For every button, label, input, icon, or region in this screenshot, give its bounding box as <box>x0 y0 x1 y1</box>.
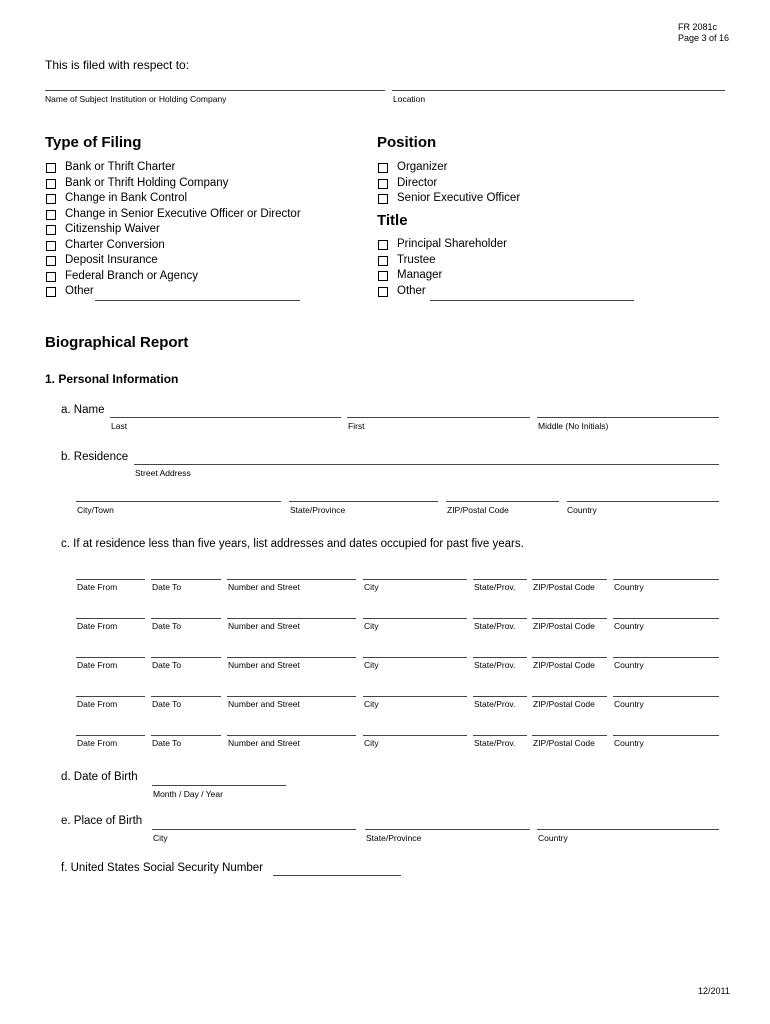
prior-residence-field[interactable] <box>363 618 467 619</box>
prior-residence-field[interactable] <box>227 579 356 580</box>
checkbox[interactable] <box>378 163 388 173</box>
prior-residence-field[interactable] <box>227 618 356 619</box>
prior-residence-caption: Number and Street <box>228 699 300 709</box>
prior-residence-caption: Date To <box>152 621 182 631</box>
checkbox[interactable] <box>378 179 388 189</box>
dob-caption: Month / Day / Year <box>153 789 223 799</box>
prior-residence-caption: State/Prov. <box>474 582 516 592</box>
location-caption: Location <box>393 94 426 104</box>
prior-residence-field[interactable] <box>363 735 467 736</box>
pob-state-field[interactable] <box>365 829 530 830</box>
prior-residence-caption: Number and Street <box>228 738 300 748</box>
checkbox-label: Senior Executive Officer <box>397 192 521 204</box>
first-caption: First <box>348 421 365 431</box>
prior-residence-field[interactable] <box>613 696 719 697</box>
prior-residence-caption: Country <box>614 621 644 631</box>
prior-residence-caption: City <box>364 621 379 631</box>
middle-name-field[interactable] <box>537 417 719 418</box>
prior-residence-caption: State/Prov. <box>474 660 516 670</box>
prior-residence-caption: ZIP/Postal Code <box>533 738 595 748</box>
prior-residence-field[interactable] <box>76 657 145 658</box>
filing-other-field[interactable] <box>95 300 300 301</box>
checkbox[interactable] <box>46 241 56 251</box>
pob-country-field[interactable] <box>537 829 719 830</box>
prior-residence-field[interactable] <box>613 657 719 658</box>
prior-residence-caption: Country <box>614 738 644 748</box>
checkbox-label: Change in Bank Control <box>65 192 188 204</box>
last-name-field[interactable] <box>110 417 341 418</box>
street-address-field[interactable] <box>134 464 719 465</box>
prior-residence-caption: Country <box>614 582 644 592</box>
prior-residence-caption: City <box>364 582 379 592</box>
prior-residence-caption: ZIP/Postal Code <box>533 699 595 709</box>
prior-residence-field[interactable] <box>76 696 145 697</box>
type-of-filing-heading: Type of Filing <box>45 134 142 151</box>
prior-residence-caption: Number and Street <box>228 582 300 592</box>
prior-residence-field[interactable] <box>532 579 607 580</box>
zip-field[interactable] <box>446 501 559 502</box>
prior-residence-caption: Date To <box>152 738 182 748</box>
prior-residence-field[interactable] <box>363 579 467 580</box>
prior-residence-field[interactable] <box>151 618 221 619</box>
position-heading: Position <box>377 134 437 151</box>
prior-residence-caption: Date To <box>152 699 182 709</box>
form-number: FR 2081c <box>678 22 718 32</box>
country-caption: Country <box>567 505 597 515</box>
pob-city-field[interactable] <box>152 829 356 830</box>
checkbox-label: Citizenship Waiver <box>65 223 160 235</box>
checkbox-label: Organizer <box>397 161 448 173</box>
checkbox-label: Other <box>397 284 426 297</box>
prior-residence-field[interactable] <box>473 657 527 658</box>
prior-residence-caption: ZIP/Postal Code <box>533 660 595 670</box>
checkbox-label: Change in Senior Executive Officer or Director <box>65 207 301 220</box>
prior-residence-caption: Number and Street <box>228 621 300 631</box>
checkbox[interactable] <box>46 256 56 266</box>
prior-residence-caption: Date To <box>152 582 182 592</box>
prior-residence-field[interactable] <box>363 696 467 697</box>
prior-residence-caption: ZIP/Postal Code <box>533 621 595 631</box>
checkbox[interactable] <box>46 272 56 282</box>
checkbox-label: Manager <box>397 269 443 281</box>
prior-residence-caption: Country <box>614 660 644 670</box>
prior-residence-caption: ZIP/Postal Code <box>533 582 595 592</box>
pob-country-caption: Country <box>538 833 568 843</box>
location-field[interactable] <box>392 90 725 91</box>
checkbox[interactable] <box>46 194 56 204</box>
checkbox-label: Other <box>65 285 94 297</box>
prior-residence-caption: Date From <box>77 582 118 592</box>
prior-residence-field[interactable] <box>532 735 607 736</box>
prior-residence-caption: State/Prov. <box>474 738 516 748</box>
prior-residence-field[interactable] <box>151 657 221 658</box>
checkbox[interactable] <box>378 287 388 297</box>
country-field[interactable] <box>567 501 719 502</box>
checkbox-label: Charter Conversion <box>65 238 165 251</box>
checkbox[interactable] <box>46 225 56 235</box>
zip-caption: ZIP/Postal Code <box>447 505 509 515</box>
prior-residence-caption: City <box>364 660 379 670</box>
pob-label: e. Place of Birth <box>61 815 143 827</box>
prior-residence-field[interactable] <box>227 657 356 658</box>
prior-residence-field[interactable] <box>151 696 221 697</box>
dob-field[interactable] <box>152 785 286 786</box>
pob-state-caption: State/Province <box>366 833 422 843</box>
ssn-field[interactable] <box>273 875 401 876</box>
state-province-caption: State/Province <box>290 505 346 515</box>
checkbox-label: Bank or Thrift Holding Company <box>65 176 229 189</box>
checkbox[interactable] <box>46 287 56 297</box>
page-number: Page 3 of 16 <box>678 33 730 43</box>
prior-residence-field[interactable] <box>532 657 607 658</box>
checkbox[interactable] <box>46 163 56 173</box>
checkbox-label: Bank or Thrift Charter <box>65 161 176 173</box>
prior-residence-caption: Number and Street <box>228 660 300 670</box>
last-caption: Last <box>111 421 128 431</box>
prior-residence-caption: City <box>364 699 379 709</box>
prior-residence-field[interactable] <box>151 579 221 580</box>
prior-residence-caption: Date From <box>77 660 118 670</box>
checkbox[interactable] <box>378 256 388 266</box>
prior-residence-caption: Country <box>614 699 644 709</box>
prior-residence-field[interactable] <box>532 618 607 619</box>
institution-name-field[interactable] <box>45 90 385 91</box>
dob-label: d. Date of Birth <box>61 771 138 783</box>
prior-residence-caption: Date From <box>77 699 118 709</box>
prior-residence-field[interactable] <box>473 579 527 580</box>
checkbox-label: Federal Branch or Agency <box>65 269 198 282</box>
prior-residence-field[interactable] <box>227 735 356 736</box>
prior-residence-field[interactable] <box>473 618 527 619</box>
city-town-caption: City/Town <box>77 505 114 515</box>
checkbox-label: Principal Shareholder <box>397 238 507 250</box>
middle-caption: Middle (No Initials) <box>538 421 609 431</box>
first-name-field[interactable] <box>347 417 530 418</box>
footer-date: 12/2011 <box>698 986 730 996</box>
prior-residence-field[interactable] <box>76 579 145 580</box>
checkbox[interactable] <box>378 271 388 281</box>
prior-residence-caption: State/Prov. <box>474 621 516 631</box>
checkbox[interactable] <box>378 240 388 250</box>
prior-residence-field[interactable] <box>227 696 356 697</box>
prior-residence-caption: Date To <box>152 660 182 670</box>
prior-residence-field[interactable] <box>473 735 527 736</box>
checkbox[interactable] <box>46 210 56 220</box>
prior-residence-field[interactable] <box>363 657 467 658</box>
prior-residence-field[interactable] <box>613 618 719 619</box>
title-heading: Title <box>377 212 408 229</box>
checkbox-label: Deposit Insurance <box>65 254 158 266</box>
checkbox[interactable] <box>46 179 56 189</box>
city-town-field[interactable] <box>76 501 281 502</box>
filed-intro: This is filed with respect to: <box>45 58 190 72</box>
title-other-field[interactable] <box>430 300 634 301</box>
prior-residence-field[interactable] <box>473 696 527 697</box>
prior-residence-field[interactable] <box>532 696 607 697</box>
ssn-label: f. United States Social Security Number <box>61 862 263 874</box>
prior-residence-caption: Date From <box>77 738 118 748</box>
prior-residence-caption: City <box>364 738 379 748</box>
prior-residence-field[interactable] <box>151 735 221 736</box>
checkbox[interactable] <box>378 194 388 204</box>
personal-info-heading: 1. Personal Information <box>45 372 179 386</box>
prior-residence-field[interactable] <box>613 735 719 736</box>
biographical-heading: Biographical Report <box>45 334 189 351</box>
state-province-field[interactable] <box>289 501 438 502</box>
prior-residence-caption: Date From <box>77 621 118 631</box>
prior-residence-field[interactable] <box>76 618 145 619</box>
prior-residence-field[interactable] <box>613 579 719 580</box>
prior-residence-label: c. If at residence less than five years, list addresses and dates occupied for past five years. <box>61 538 524 550</box>
prior-residence-caption: State/Prov. <box>474 699 516 709</box>
prior-residence-field[interactable] <box>76 735 145 736</box>
institution-caption: Name of Subject Institution or Holding Company <box>45 94 227 104</box>
checkbox-label: Trustee <box>397 253 436 266</box>
name-label: a. Name <box>61 404 105 416</box>
pob-city-caption: City <box>153 833 168 843</box>
street-caption: Street Address <box>135 468 191 478</box>
checkbox-label: Director <box>397 176 438 189</box>
residence-label: b. Residence <box>61 451 129 463</box>
